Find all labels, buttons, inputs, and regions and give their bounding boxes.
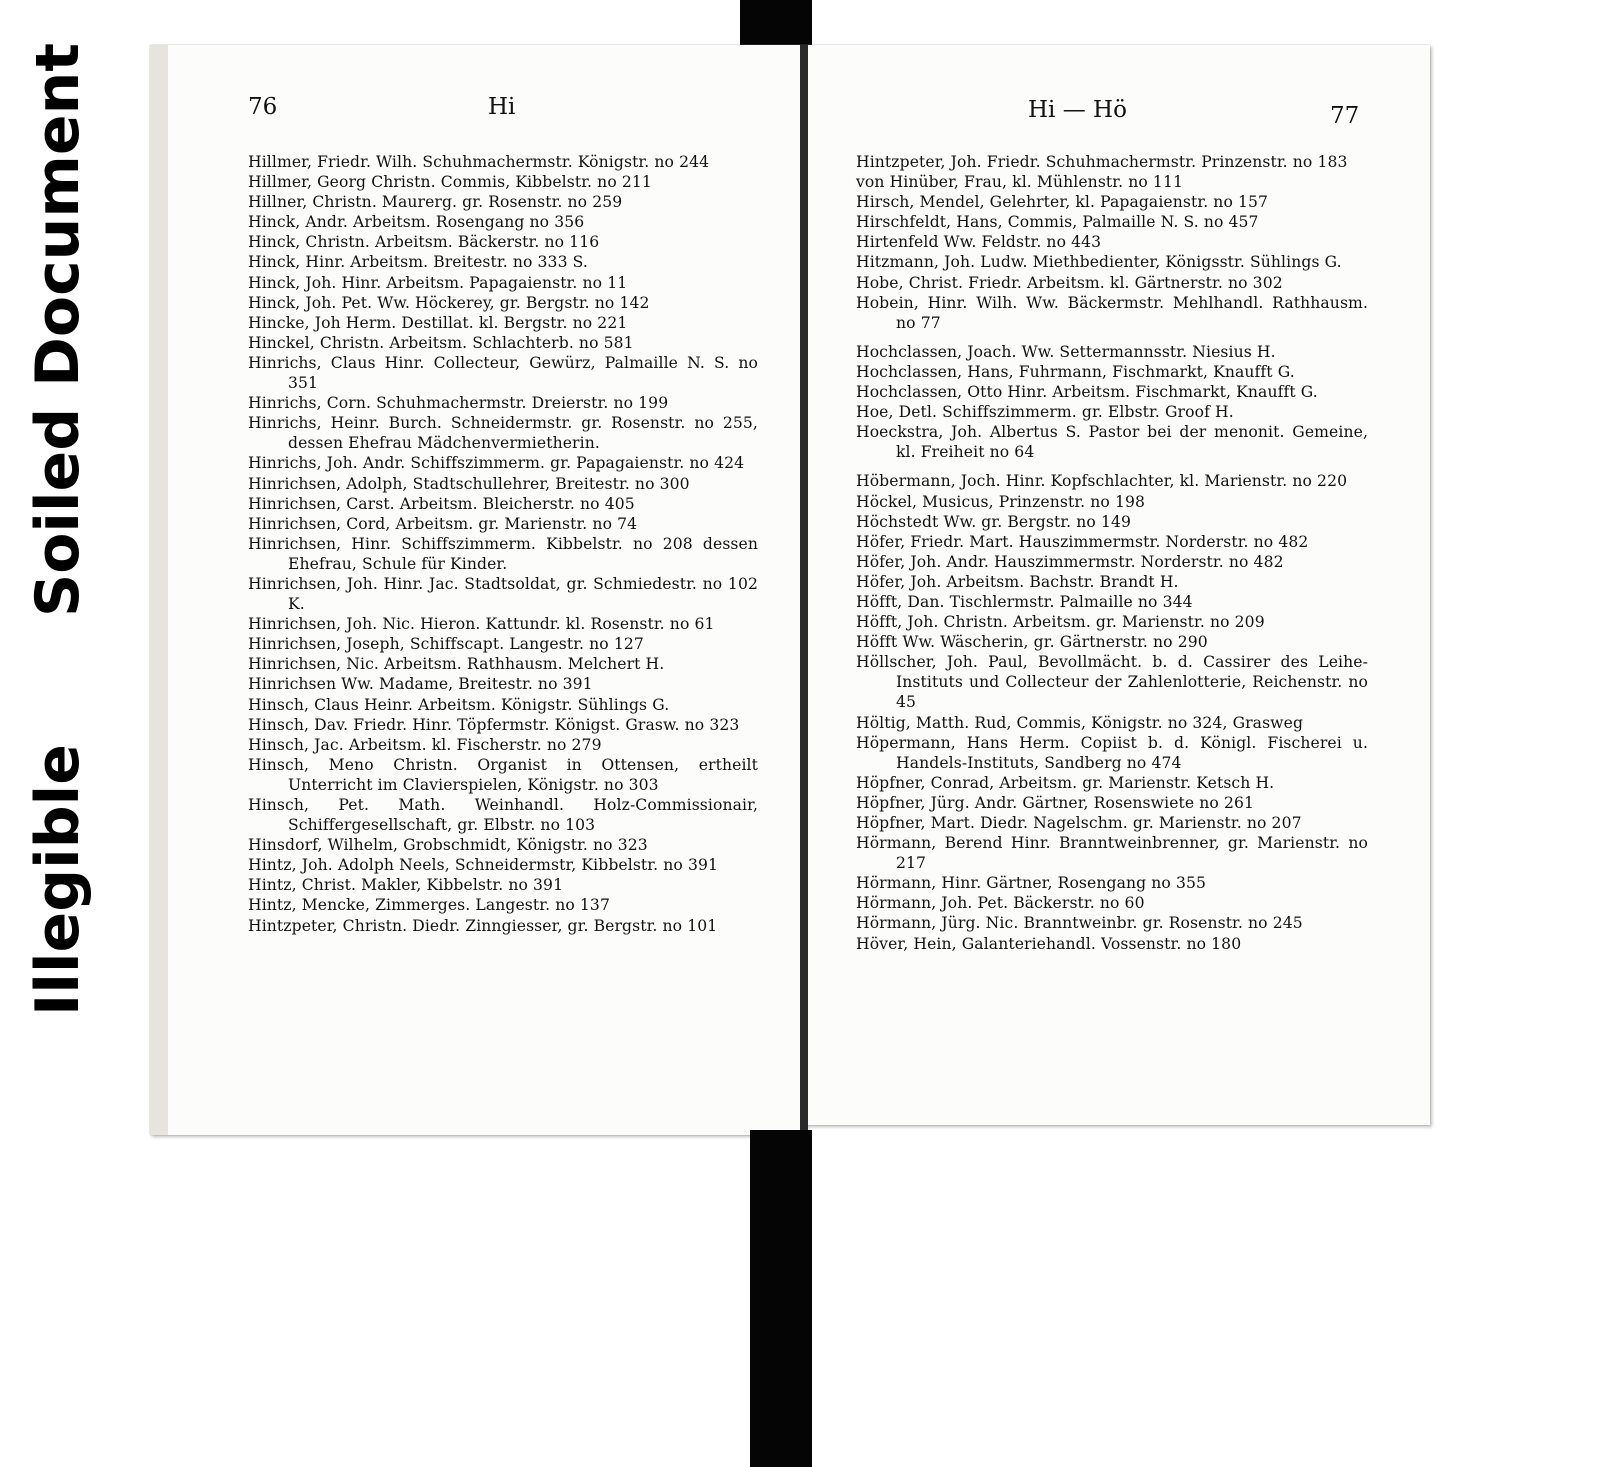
directory-entry: Hoe, Detl. Schiffszimmerm. gr. Elbstr. Groof H. xyxy=(856,403,1234,422)
directory-entry: Höfer, Joh. Arbeitsm. Bachstr. Brandt H. xyxy=(856,572,1179,591)
directory-entry: Hinrichs, Corn. Schuhmachermstr. Dreierstr. no 199 xyxy=(248,394,669,413)
directory-entry: Hinck, Andr. Arbeitsm. Rosengang no 356 xyxy=(248,213,585,232)
directory-entry: von Hinüber, Frau, kl. Mühlenstr. no 111 xyxy=(856,173,1183,192)
directory-entry: Hörmann, Joh. Pet. Bäckerstr. no 60 xyxy=(856,894,1145,913)
directory-entry: Hinckel, Christn. Arbeitsm. Schlachterb. no 581 xyxy=(248,333,634,352)
directory-entry: Hinrichsen, Carst. Arbeitsm. Bleicherstr. no 405 xyxy=(248,494,635,513)
directory-entry: Hinsch, Jac. Arbeitsm. kl. Fischerstr. no 279 xyxy=(248,735,602,754)
directory-entry: Hintz, Joh. Adolph Neels, Schneidermstr, Kibbelstr. no 391 xyxy=(248,856,719,875)
book-gutter xyxy=(800,45,808,1135)
directory-entry: Hochclassen, Joach. Ww. Settermannsstr. Niesius H. xyxy=(856,342,1276,361)
directory-entry: Hinrichs, Joh. Andr. Schiffszimmerm. gr. Papagaienstr. no 424 xyxy=(248,454,745,473)
left-page-number: 76 xyxy=(248,94,278,120)
directory-entry: Höpfner, Mart. Diedr. Nagelschm. gr. Marienstr. no 207 xyxy=(856,814,1302,832)
left-page-entries xyxy=(248,152,758,936)
directory-entry: Hinsch, Claus Heinr. Arbeitsm. Königstr. Sühlings G. xyxy=(248,695,670,714)
directory-entry: Hinck, Hinr. Arbeitsm. Breitestr. no 333 S. xyxy=(248,253,588,272)
illegible-label: Illegible xyxy=(23,744,93,1016)
directory-entry: Höpermann, Hans Herm. Copiist b. d. Königl. Fischerei u. Handels-Instituts, Sandberg no 474 xyxy=(856,733,1368,772)
directory-entry: Hörmann, Berend Hinr. Branntweinbrenner, gr. Marienstr. no 217 xyxy=(856,834,1368,873)
directory-entry: Hoeckstra, Joh. Albertus S. Pastor bei der menonit. Gemeine, kl. Freiheit no 64 xyxy=(856,423,1368,462)
directory-entry: Hinsch, Pet. Math. Weinhandl. Holz-Commissionair, Schiffergesellschaft, gr. Elbstr. no 103 xyxy=(248,796,758,835)
directory-entry: Hinrichs, Heinr. Burch. Schneidermstr. gr. Rosenstr. no 255, dessen Ehefrau Mädchenvermietherin. xyxy=(248,414,758,453)
directory-entry: Höbermann, Joch. Hinr. Kopfschlachter, kl. Marienstr. no 220 xyxy=(856,472,1348,491)
directory-entry: Hinrichsen, Joh. Hinr. Jac. Stadtsoldat, gr. Schmiedestr. no 102 K. xyxy=(248,574,758,614)
directory-entry: Hinsch, Meno Christn. Organist in Ottensen, ertheilt Unterricht im Clavierspielen, Königstr. no 303 xyxy=(248,755,758,794)
directory-entry: Hirsch, Mendel, Gelehrter, kl. Papagaienstr. no 157 xyxy=(856,193,1269,212)
directory-entry: Höckel, Musicus, Prinzenstr. no 198 xyxy=(856,492,1146,511)
right-page-number: 77 xyxy=(1330,103,1360,129)
directory-entry: Hitzmann, Joh. Ludw. Miethbedienter, Königsstr. Sühlings G. xyxy=(856,253,1342,272)
directory-entry: Höfft Ww. Wäscherin, gr. Gärtnerstr. no 290 xyxy=(856,633,1208,652)
directory-entry: Hinsch, Dav. Friedr. Hinr. Töpfermstr. Königst. Grasw. no 323 xyxy=(248,715,740,734)
directory-entry: Höpfner, Jürg. Andr. Gärtner, Rosenswiete no 261 xyxy=(856,793,1255,812)
directory-entry: Hinrichsen, Hinr. Schiffszimmerm. Kibbelstr. no 208 dessen Ehefrau, Schule für Kinder. xyxy=(248,534,758,573)
directory-entry: Hinrichsen, Cord, Arbeitsm. gr. Marienstr. no 74 xyxy=(248,514,638,533)
directory-entry: Höfft, Dan. Tischlermstr. Palmaille no 344 xyxy=(856,592,1193,611)
book-spine-top xyxy=(740,0,812,47)
directory-entry: Hillmer, Friedr. Wilh. Schuhmachermstr. Königstr. no 244 xyxy=(248,153,710,171)
directory-entry: Höltig, Matth. Rud, Commis, Königstr. no 324, Grasweg xyxy=(856,713,1304,732)
directory-entry: Hinrichsen, Joh. Nic. Hieron. Kattundr. kl. Rosenstr. no 61 xyxy=(248,615,715,634)
directory-entry: Hirtenfeld Ww. Feldstr. no 443 xyxy=(856,233,1102,252)
book-spine-bottom xyxy=(750,1130,812,1467)
directory-entry: Hincke, Joh Herm. Destillat. kl. Bergstr. no 221 xyxy=(248,313,628,332)
directory-entry: Hobein, Hinr. Wilh. Ww. Bäckermstr. Mehlhandl. Rathhausm. no 77 xyxy=(856,293,1368,332)
directory-entry: Höllscher, Joh. Paul, Bevollmächt. b. d. Cassirer des Leihe-Instituts und Collecteur der Zahlenlotterie, Reichenstr. no 45 xyxy=(856,653,1368,712)
directory-entry: Hinrichsen Ww. Madame, Breitestr. no 391 xyxy=(248,675,593,694)
directory-entry: Hinck, Joh. Pet. Ww. Höckerey, gr. Bergstr. no 142 xyxy=(248,293,650,312)
directory-entry: Höpfner, Conrad, Arbeitsm. gr. Marienstr. Ketsch H. xyxy=(856,773,1275,792)
left-page-header: Hi xyxy=(488,94,516,120)
directory-entry: Höchstedt Ww. gr. Bergstr. no 149 xyxy=(856,512,1132,531)
directory-entry: Hinck, Joh. Hinr. Arbeitsm. Papagaienstr. no 11 xyxy=(248,273,628,292)
directory-entry: Hochclassen, Otto Hinr. Arbeitsm. Fischmarkt, Knaufft G. xyxy=(856,383,1318,402)
right-page-entries xyxy=(856,152,1368,954)
directory-entry: Höfer, Joh. Andr. Hauszimmermstr. Norderstr. no 482 xyxy=(856,552,1284,571)
directory-entry: Hintzpeter, Joh. Friedr. Schuhmachermstr. Prinzenstr. no 183 xyxy=(856,153,1348,171)
directory-entry: Hochclassen, Hans, Fuhrmann, Fischmarkt, Knaufft G. xyxy=(856,362,1295,381)
directory-entry: Hinsdorf, Wilhelm, Grobschmidt, Königstr. no 323 xyxy=(248,836,648,855)
directory-entry: Hirschfeldt, Hans, Commis, Palmaille N. S. no 457 xyxy=(856,213,1259,232)
directory-entry: Hörmann, Jürg. Nic. Branntweinbr. gr. Rosenstr. no 245 xyxy=(856,914,1303,933)
soiled-document-label: Soiled Document xyxy=(23,42,93,618)
directory-entry: Hintz, Christ. Makler, Kibbelstr. no 391 xyxy=(248,876,564,895)
directory-entry: Hinrichs, Claus Hinr. Collecteur, Gewürz, Palmaille N. S. no 351 xyxy=(248,353,758,393)
directory-entry: Hillner, Christn. Maurerg. gr. Rosenstr. no 259 xyxy=(248,193,623,212)
directory-entry: Höfer, Friedr. Mart. Hauszimmermstr. Norderstr. no 482 xyxy=(856,532,1309,551)
directory-entry: Hillmer, Georg Christn. Commis, Kibbelstr. no 211 xyxy=(248,173,652,192)
directory-entry: Hinrichsen, Joseph, Schiffscapt. Langestr. no 127 xyxy=(248,635,644,654)
directory-entry: Hinrichsen, Nic. Arbeitsm. Rathhausm. Melchert H. xyxy=(248,655,665,674)
directory-entry: Höver, Hein, Galanteriehandl. Vossenstr. no 180 xyxy=(856,934,1242,953)
directory-entry: Hobe, Christ. Friedr. Arbeitsm. kl. Gärtnerstr. no 302 xyxy=(856,273,1283,292)
directory-entry: Hinrichsen, Adolph, Stadtschullehrer, Breitestr. no 300 xyxy=(248,474,690,493)
directory-entry: Hinck, Christn. Arbeitsm. Bäckerstr. no 116 xyxy=(248,233,600,252)
directory-entry: Hintzpeter, Christn. Diedr. Zinngiesser, gr. Bergstr. no 101 xyxy=(248,916,718,935)
directory-entry: Höfft, Joh. Christn. Arbeitsm. gr. Marienstr. no 209 xyxy=(856,613,1265,632)
directory-entry: Hintz, Mencke, Zimmerges. Langestr. no 137 xyxy=(248,896,610,915)
right-page-header: Hi — Hö xyxy=(1028,97,1127,123)
directory-entry: Hörmann, Hinr. Gärtner, Rosengang no 355 xyxy=(856,874,1207,893)
